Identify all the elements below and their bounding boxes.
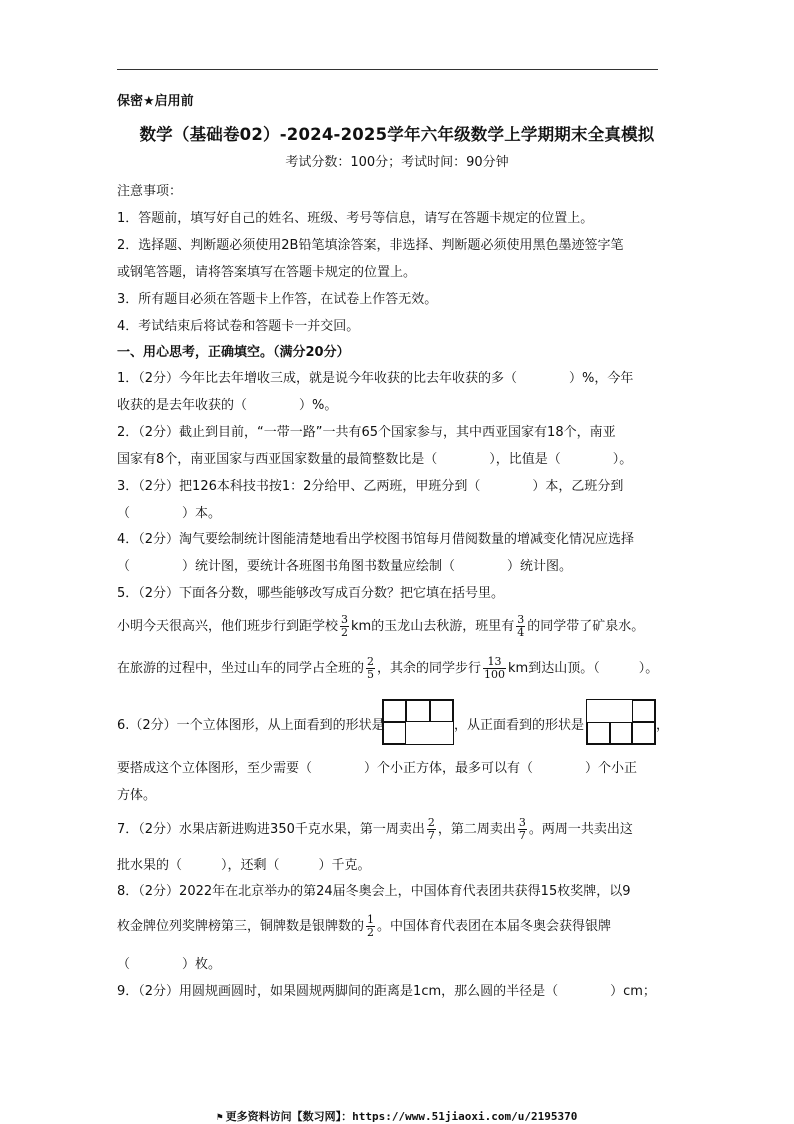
question-2-line: 国家有8个，南亚国家与西亚国家数量的最简整数比是（ ），比值是（ ）。 <box>117 452 633 467</box>
grid-cell <box>430 700 453 722</box>
notice-item: 3．所有题目必须在答题卡上作答，在试卷上作答无效。 <box>117 292 438 307</box>
fraction-2-5: $\frac{2}{5}$ <box>367 655 375 681</box>
section-heading: 一、用心思考，正确填空。（满分20分） <box>117 345 350 360</box>
question-6-text-b: ，从正面看到的形状是 <box>454 718 585 733</box>
grid-cell <box>430 722 453 744</box>
front-view-figure <box>586 699 656 745</box>
grid-cell <box>587 700 610 722</box>
grid-cell <box>383 722 406 744</box>
notice-item: 或钢笔答题，请将答案填写在答题卡规定的位置上。 <box>117 265 417 280</box>
flag-icon: ⚑ <box>216 1112 223 1123</box>
question-6-line: 要搭成这个立体图形，至少需要（ ）个小正方体，最多可以有（ ）个小正 <box>117 761 638 776</box>
question-6-text-a: 6.（2分）一个立体图形，从上面看到的形状是 <box>117 718 385 733</box>
question-9-line: 9．（2分）用圆规画圆时，如果圆规两脚间的距离是1cm，那么圆的半径是（ ）cm； <box>117 984 656 999</box>
question-7-line <box>117 817 633 843</box>
question-8-line <box>117 914 611 940</box>
grid-cell <box>587 722 610 744</box>
question-6-line: 方体。 <box>117 788 157 803</box>
grid-cell <box>610 700 633 722</box>
q5-text: km到达山顶。（ ）。 <box>508 661 659 676</box>
notice-item: 1．答题前，填写好自己的姓名、班级、考号等信息，请写在答题卡规定的位置上。 <box>117 211 594 226</box>
fraction-3-4: $\frac{3}{4}$ <box>517 613 525 639</box>
footer-link[interactable] <box>0 1108 794 1124</box>
question-1-line: 收获的是去年收获的（ ）%。 <box>117 398 338 413</box>
q7-text: 。两周一共卖出这 <box>528 822 633 837</box>
fraction-3-7: $\frac{3}{7}$ <box>518 816 526 842</box>
exam-info: 考试分数：100分；考试时间：90分钟 <box>285 155 509 170</box>
header-rule <box>117 69 658 70</box>
question-8-line: 8．（2分）2022年在北京举办的第24届冬奥会上，中国体育代表团共获得15枚奖牌，以9 <box>117 884 631 899</box>
q7-text: ，第二周卖出 <box>437 822 516 837</box>
question-5-line <box>117 656 658 682</box>
question-5-line <box>117 614 644 640</box>
grid-cell <box>406 700 429 722</box>
question-3-line: （ ）本。 <box>117 506 222 521</box>
q7-text: 7．（2分）水果店新进购进350千克水果，第一周卖出 <box>117 822 425 837</box>
grid-cell <box>383 700 406 722</box>
q5-text: km的玉龙山去秋游，班里有 <box>351 619 515 634</box>
fraction-1-2: $\frac{1}{2}$ <box>367 913 375 939</box>
q5-text: 的同学带了矿泉水。 <box>527 619 645 634</box>
exam-title: 数学（基础卷02）-2024-2025学年六年级数学上学期期末全真模拟 <box>139 125 655 144</box>
fraction-3-2: $\frac{3}{2}$ <box>341 613 349 639</box>
question-8-line: （ ）枚。 <box>117 957 222 972</box>
grid-cell <box>406 722 429 744</box>
question-3-line: 3．（2分）把126本科技书按1：2分给甲、乙两班，甲班分到（ ）本，乙班分到 <box>117 479 624 494</box>
question-5-line: 5．（2分）下面各分数，哪些能够改写成百分数？把它填在括号里。 <box>117 586 505 601</box>
q8-text: 枚金牌位列奖牌榜第三，铜牌数是银牌数的 <box>117 919 365 934</box>
q8-text: 。中国体育代表团在本届冬奥会获得银牌 <box>377 919 612 934</box>
footer-text: 更多资料访问【数习网】：https://www.51jiaoxi.com/u/2195370 <box>225 1110 578 1123</box>
grid-cell <box>632 700 655 722</box>
question-4-line: （ ）统计图，要统计各班图书角图书数量应绘制（ ）统计图。 <box>117 559 573 574</box>
question-2-line: 2．（2分）截止到目前，“一带一路”一共有65个国家参与，其中西亚国家有18个，南亚 <box>117 425 616 440</box>
top-view-figure <box>382 699 454 745</box>
q5-text: ，其余的同学步行 <box>377 661 482 676</box>
fraction-13-100: $\frac{13}{100}$ <box>484 655 506 681</box>
question-6-text-c: ， <box>656 718 670 733</box>
question-4-line: 4．（2分）淘气要绘制统计图能清楚地看出学校图书馆每月借阅数量的增减变化情况应选择 <box>117 532 635 547</box>
question-1-line: 1．（2分）今年比去年增收三成，就是说今年收获的比去年收获的多（ ）%，今年 <box>117 371 634 386</box>
question-7-line: 批水果的（ ），还剩（ ）千克。 <box>117 858 371 873</box>
notice-item: 2．选择题、判断题必须使用2B铅笔填涂答案，非选择、判断题必须使用黑色墨迹签字笔 <box>117 238 624 253</box>
grid-cell <box>632 722 655 744</box>
notice-item: 4．考试结束后将试卷和答题卡一并交回。 <box>117 319 360 334</box>
fraction-2-7: $\frac{2}{7}$ <box>427 816 435 842</box>
notice-heading: 注意事项： <box>117 184 183 199</box>
q5-text: 小明今天很高兴，他们班步行到距学校 <box>117 619 339 634</box>
grid-cell <box>610 722 633 744</box>
q5-text: 在旅游的过程中，坐过山车的同学占全班的 <box>117 661 365 676</box>
confidential-label: 保密★启用前 <box>117 94 194 109</box>
